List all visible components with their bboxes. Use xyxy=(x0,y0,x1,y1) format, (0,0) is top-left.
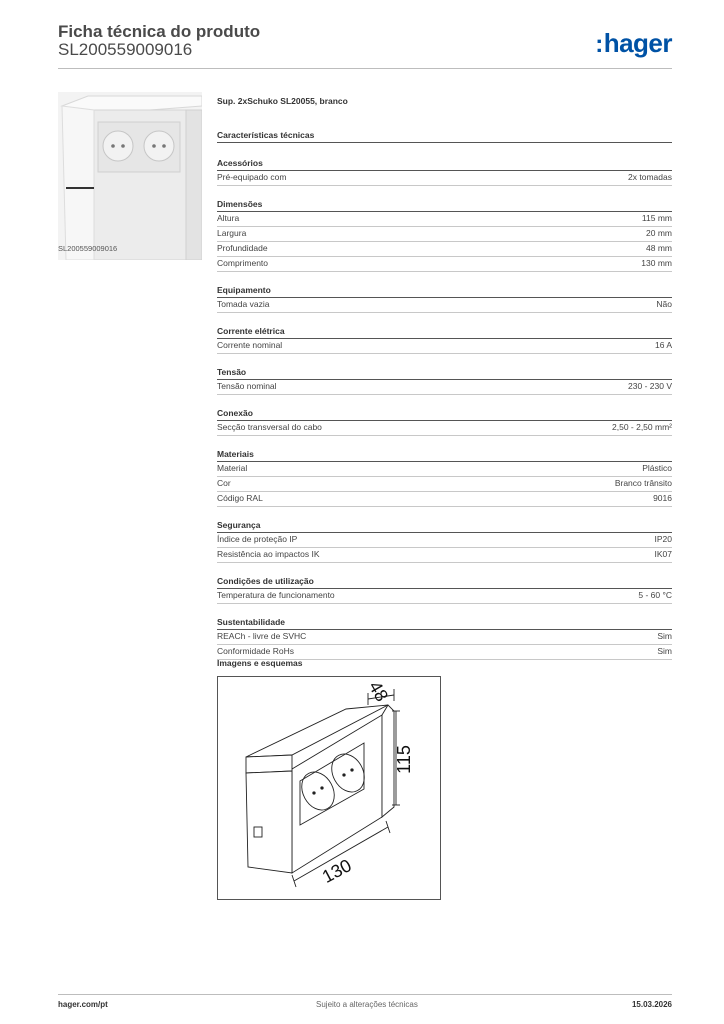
spec-group xyxy=(217,366,672,395)
footer-date: 15.03.2026 xyxy=(631,1000,672,1009)
spec-row xyxy=(217,533,672,548)
spec-label: Tensão nominal xyxy=(217,381,277,391)
spec-group xyxy=(217,407,672,436)
spec-row xyxy=(217,257,672,272)
spec-label: Código RAL xyxy=(217,493,263,503)
images-title: Imagens e esquemas xyxy=(217,658,303,668)
spec-label: Largura xyxy=(217,228,247,238)
dim-height-label: 115 xyxy=(393,745,414,774)
spec-value: 20 mm xyxy=(646,228,672,238)
spec-label: Índice de proteção IP xyxy=(217,534,298,544)
spec-row xyxy=(217,380,672,395)
product-photo xyxy=(58,92,202,260)
dim-length-label: 130 xyxy=(318,855,355,887)
spec-group-title: Dimensões xyxy=(217,198,672,212)
caract-title: Características técnicas xyxy=(217,130,672,143)
spec-row xyxy=(217,421,672,436)
spec-label: Conformidade RoHs xyxy=(217,646,295,656)
spec-label: Profundidade xyxy=(217,243,268,253)
spec-value: Plástico xyxy=(642,463,672,473)
spec-row xyxy=(217,339,672,354)
spec-group-title: Equipamento xyxy=(217,284,672,298)
spec-row xyxy=(217,492,672,507)
page-footer xyxy=(58,994,672,1015)
spec-group-title: Conexão xyxy=(217,407,672,421)
spec-label: Corrente nominal xyxy=(217,340,283,350)
spec-label: Material xyxy=(217,463,248,473)
spec-label: Pré-equipado com xyxy=(217,172,287,182)
spec-group-title: Acessórios xyxy=(217,157,672,171)
spec-value: Sim xyxy=(657,631,672,641)
spec-row xyxy=(217,462,672,477)
spec-value: 230 - 230 V xyxy=(628,381,672,391)
spec-row xyxy=(217,212,672,227)
spec-label: Secção transversal do cabo xyxy=(217,422,322,432)
spec-label: Tomada vazia xyxy=(217,299,270,309)
spec-row xyxy=(217,227,672,242)
spec-value: 130 mm xyxy=(641,258,672,268)
page-header xyxy=(58,20,672,69)
spec-row xyxy=(217,298,672,313)
spec-group xyxy=(217,519,672,563)
spec-group xyxy=(217,616,672,660)
spec-label: Cor xyxy=(217,478,231,488)
spec-value: 115 mm xyxy=(641,213,672,223)
spec-value: 5 - 60 °C xyxy=(638,590,672,600)
spec-value: 9016 xyxy=(653,493,672,503)
spec-label: Comprimento xyxy=(217,258,269,268)
spec-value: 16 A xyxy=(654,340,672,350)
spec-group xyxy=(217,198,672,272)
spec-row xyxy=(217,630,672,645)
spec-group-title: Tensão xyxy=(217,366,672,380)
spec-group-title: Materiais xyxy=(217,448,672,462)
spec-content xyxy=(217,96,672,672)
spec-row xyxy=(217,242,672,257)
spec-groups xyxy=(217,157,672,660)
spec-group-title: Condições de utilização xyxy=(217,575,672,589)
hager-logo: :hager xyxy=(595,28,672,58)
spec-row xyxy=(217,477,672,492)
spec-row xyxy=(217,589,672,604)
spec-row xyxy=(217,171,672,186)
spec-group-title: Sustentabilidade xyxy=(217,616,672,630)
spec-row xyxy=(217,548,672,563)
spec-group xyxy=(217,448,672,507)
product-name: Sup. 2xSchuko SL20055, branco xyxy=(217,96,348,106)
spec-value: 2,50 - 2,50 mm² xyxy=(612,422,672,432)
dimension-drawing xyxy=(217,676,441,900)
product-code: SL200559009016 xyxy=(58,40,193,59)
spec-label: Altura xyxy=(217,213,240,223)
footer-note: Sujeito a alterações técnicas xyxy=(316,1000,418,1009)
photo-caption: SL200559009016 xyxy=(58,244,118,253)
spec-group xyxy=(217,325,672,354)
spec-value: IK07 xyxy=(654,549,672,559)
spec-value: Branco trânsito xyxy=(614,478,672,488)
dim-depth-label: 48 xyxy=(364,677,393,705)
spec-group-title: Segurança xyxy=(217,519,672,533)
page-title: Ficha técnica do produto xyxy=(58,22,261,41)
spec-group xyxy=(217,157,672,186)
spec-label: REACh - livre de SVHC xyxy=(217,631,307,641)
spec-value: IP20 xyxy=(654,534,672,544)
footer-website[interactable]: hager.com/pt xyxy=(58,1000,108,1009)
spec-value: 2x tomadas xyxy=(628,172,672,182)
spec-label: Temperatura de funcionamento xyxy=(217,590,335,600)
spec-group-title: Corrente elétrica xyxy=(217,325,672,339)
logo-text: hager xyxy=(603,28,672,58)
spec-group xyxy=(217,284,672,313)
spec-value: Sim xyxy=(657,646,672,656)
spec-value: Não xyxy=(656,299,672,309)
spec-group xyxy=(217,575,672,604)
spec-value: 48 mm xyxy=(646,243,672,253)
spec-label: Resistência ao impactos IK xyxy=(217,549,320,559)
